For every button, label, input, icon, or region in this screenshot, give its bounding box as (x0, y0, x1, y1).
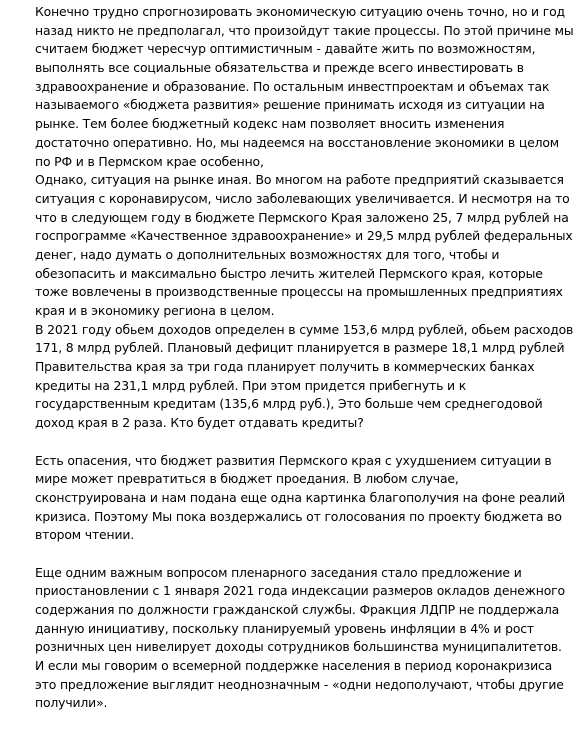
text-line: это предложение выглядит неоднозначным - «одни недополучают, чтобы другие (35, 676, 564, 692)
text-line: рынке. Тем более бюджетный кодекс нам позволяет вносить изменения (35, 116, 505, 132)
text-line: кризиса. Поэтому Мы пока воздержались от голосования по проекту бюджета во (35, 508, 562, 524)
paragraph-5 (35, 564, 565, 714)
text-line: втором чтении. (35, 527, 135, 543)
text-line: И если мы говорим о всемерной поддержке населения в период коронакризиса (35, 658, 553, 674)
text-line: Однако, ситуация на рынке иная. Во многом на работе предприятий сказывается (35, 172, 564, 188)
text-line: выполнять все социальные обязательства и прежде всего инвестировать в (35, 60, 524, 76)
paragraph-spacer (35, 545, 565, 564)
text-line: приостановлении с 1 января 2021 года индексации размеров окладов денежного (35, 583, 565, 599)
text-line: В 2021 году обьем доходов определен в сумме 153,6 млрд рублей, обьем расходов (35, 321, 574, 337)
text-line: получили». (35, 695, 108, 711)
text-line: доход края в 2 раза. Кто будет отдавать кредиты? (35, 415, 364, 431)
text-line: считаем бюджет чересчур оптимистичным - давайте жить по возможностям, (35, 41, 536, 57)
text-line: Еще одним важным вопросом пленарного заседания стало предложение и (35, 564, 522, 580)
text-line: Есть опасения, что бюджет развития Пермского края с ухудшением ситуации в (35, 452, 552, 468)
text-line: здравоохранение и образование. По остальным инвестпроектам и объемах так (35, 78, 550, 94)
text-line: государственным кредитам (135,6 млрд руб.), Это больше чем среднегодовой (35, 396, 543, 412)
text-line: что в следующем году в бюджете Пермского Края заложено 25, 7 млрд рублей на (35, 209, 569, 225)
text-line: достаточно оперативно. Но, мы надеемся на восстановление экономики в целом (35, 134, 559, 150)
text-line: госпрограмме «Качественное здравоохранение» и 29,5 млрд рублей федеральных (35, 228, 573, 244)
text-line: Правительства края за три года планирует получить в коммерческих банках (35, 359, 535, 375)
text-line: мире может превратиться в бюджет проедания. В любом случае, (35, 471, 459, 487)
text-line: по РФ и в Пермском крае особенно, (35, 153, 264, 169)
post-text (35, 3, 574, 713)
text-line: ситуация с коронавирусом, число заболевающих увеличивается. И несмотря на то (35, 190, 570, 206)
text-line: Конечно трудно спрогнозировать экономическую ситуацию очень точно, но и год (35, 4, 565, 19)
text-line: розничных цен нивелирует доходы сотрудников большинства муниципалитетов. (35, 639, 562, 655)
paragraph-2 (35, 171, 573, 321)
paragraph-4 (35, 452, 565, 545)
text-line: сконструирована и нам подана еще одна картинка благополучия на фоне реалий (35, 489, 566, 505)
text-line: назад никто не предполагал, что произойдут такие процессы. По этой причине мы (35, 22, 574, 38)
text-line: обезопасить и максимально быстро лечить жителей Пермского края, которые (35, 265, 543, 281)
text-line: края и в экономику региона в целом. (35, 303, 275, 318)
text-line: данную инициативу, поскольку планируемый уровень инфляции в 4% и рост (35, 620, 534, 636)
text-line: называемого «бюджета развития» решение принимать исходя из ситуации на (35, 97, 545, 113)
text-line: денег, надо думать о дополнительных возможностях для того, чтобы и (35, 246, 500, 262)
text-line: кредиты на 231,1 млрд рублей. При этом придется прибегнуть и к (35, 377, 467, 393)
text-line: содержания по должности гражданской службы. Фракция ЛДПР не поддержала (35, 602, 560, 617)
paragraph-1 (35, 3, 574, 171)
text-line: 171, 8 млрд рублей. Плановый дефицит планируется в размере 18,1 млрд рублей (35, 340, 565, 356)
paragraph-3 (35, 321, 574, 433)
text-line: тоже вовлечены в производственные процессы на промышленных предприятиях (35, 284, 563, 300)
paragraph-spacer (35, 433, 565, 452)
